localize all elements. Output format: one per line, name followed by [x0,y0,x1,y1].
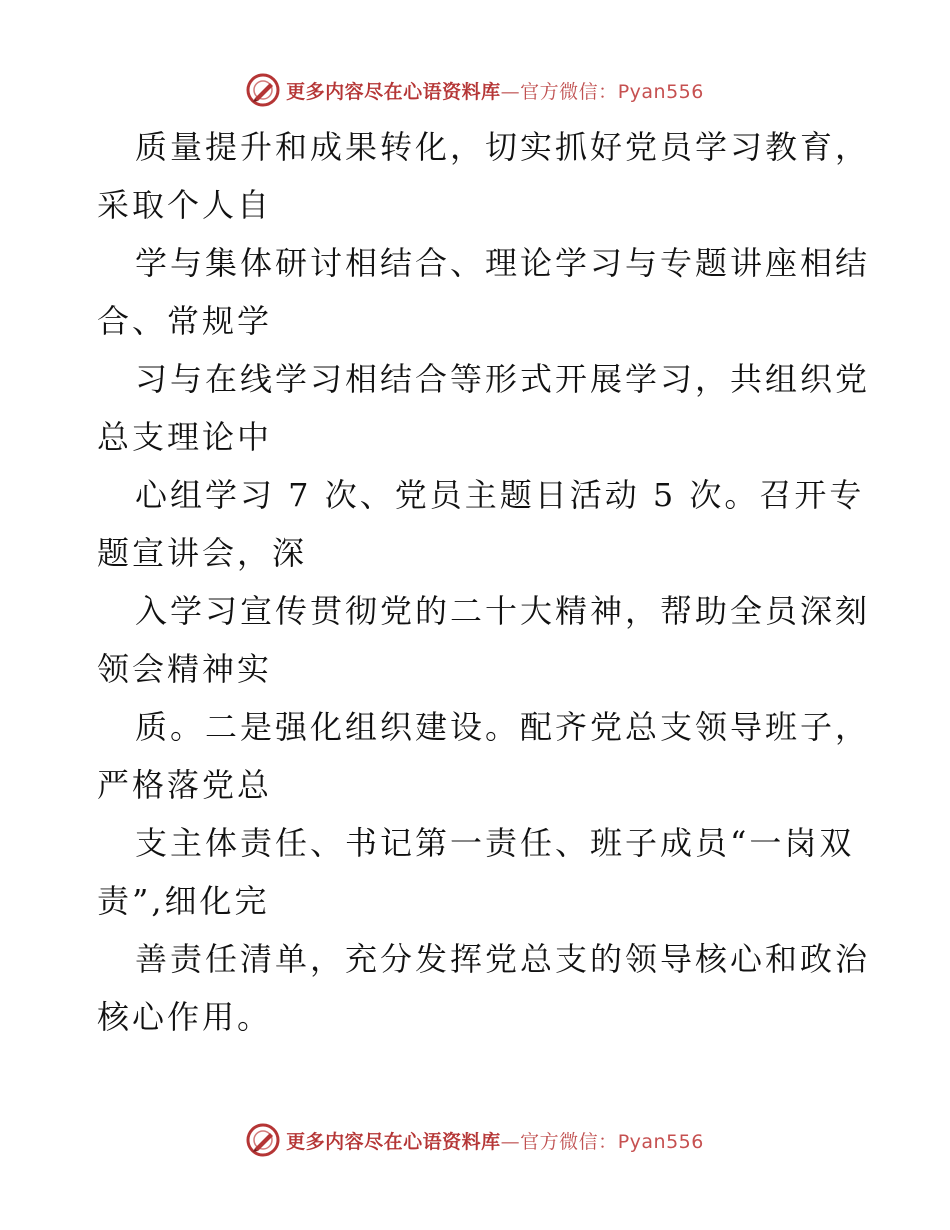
paragraph-line: 习与在线学习相结合等形式开展学习，共组织党 [135,360,871,398]
footer-site-name: 更多内容尽在心语资料库 [286,1130,501,1153]
paragraph-line: 题宣讲会，深 [97,534,308,572]
paragraph-line: 领会精神实 [97,650,273,688]
paragraph-line: 心组学习 7 次、党员主题日活动 5 次。召开专 [135,476,865,514]
paragraph-line: 质。二是强化组织建设。配齐党总支领导班子， [135,708,871,746]
paragraph-1 [97,118,871,234]
header-site-name: 更多内容尽在心语资料库 [286,80,501,103]
paragraph-line: 总支理论中 [97,418,273,456]
paragraph-line: 质量提升和成果转化，切实抓好党员学习教育， [135,128,871,166]
footer-wechat-id: Pyan556 [617,1130,704,1153]
document-body [97,118,871,1046]
paragraph-line: 责”,细化完 [97,882,270,920]
paragraph-5 [97,582,871,698]
paragraph-line: 支主体责任、书记第一责任、班子成员“一岗双 [135,824,855,862]
paragraph-7 [97,814,857,930]
paragraph-line: 严格落党总 [97,766,273,804]
paragraph-4 [97,466,865,582]
paragraph-line: 学与集体研讨相结合、理论学习与专题讲座相结 [135,244,871,282]
paragraph-line: 核心作用。 [97,998,273,1036]
header-wechat-label: 官方微信： [520,80,618,103]
paragraph-line: 入学习宣传贯彻党的二十大精神，帮助全员深刻 [135,592,871,630]
header-text [286,77,704,104]
paragraph-8 [97,930,871,1046]
pen-logo-icon [246,1123,280,1157]
header-dash: — [500,80,521,103]
paragraph-3 [97,350,871,466]
footer-dash: — [500,1130,521,1153]
header-wechat-id: Pyan556 [617,80,704,103]
pen-logo-icon [246,73,280,107]
header-banner [0,70,950,110]
paragraph-line: 合、常规学 [97,302,273,340]
footer-text [286,1127,704,1154]
paragraph-line: 采取个人自 [97,186,273,224]
footer-banner [0,1120,950,1160]
paragraph-line: 善责任清单，充分发挥党总支的领导核心和政治 [135,940,871,978]
paragraph-6 [97,698,871,814]
footer-wechat-label: 官方微信： [520,1130,618,1153]
paragraph-2 [97,234,871,350]
